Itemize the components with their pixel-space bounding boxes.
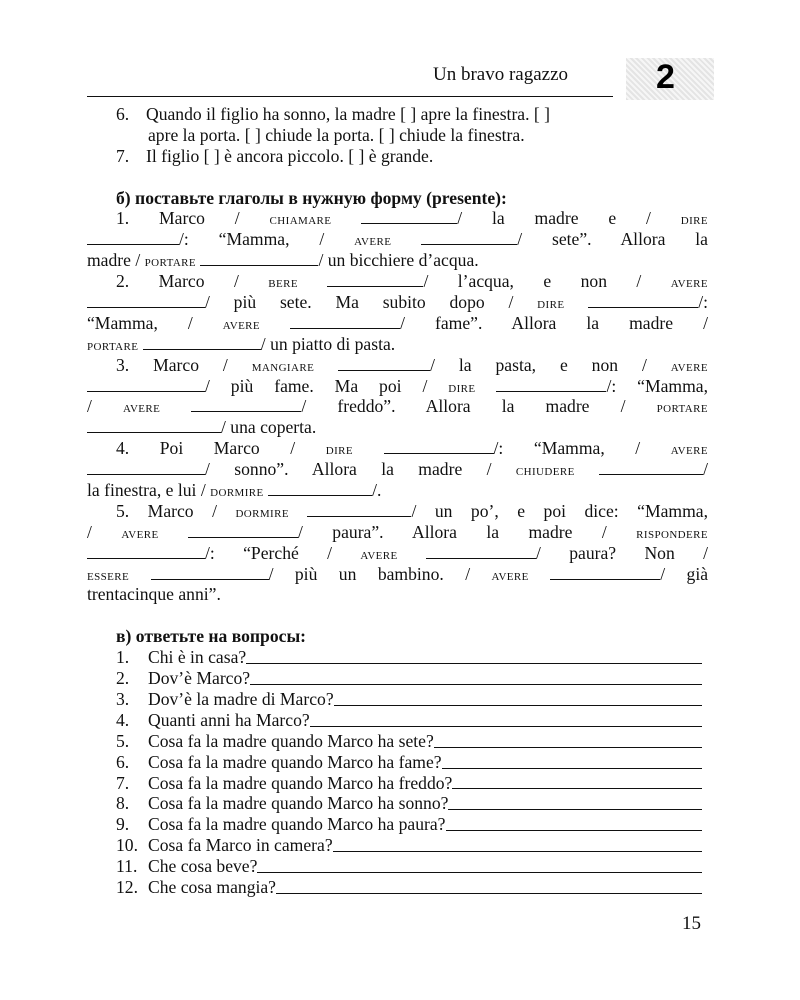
answer-blank: [421, 230, 517, 245]
question-number: 6.: [116, 751, 130, 772]
answer-blank: [200, 251, 318, 266]
answer-blank: [188, 523, 298, 538]
answer-blank: [599, 460, 703, 475]
verb-prompt: avere: [670, 358, 708, 375]
answer-line: [446, 830, 703, 831]
text-line: 3. Marco / mangiare / la pasta, e non / avere: [116, 354, 708, 375]
question-text: Quanti anni ha Marco?: [148, 709, 310, 730]
question-number: 12.: [116, 876, 138, 897]
answer-line: [334, 705, 702, 706]
text-line: / più sete. Ma subito dopo / dire /:: [87, 292, 708, 313]
question-item: [87, 689, 708, 710]
question-text: Che cosa mangia?: [148, 876, 276, 897]
question-text: Dov’è la madre di Marco?: [148, 688, 334, 709]
verb-prompt: bere: [268, 275, 299, 292]
question-item: [87, 814, 708, 835]
answer-line: [442, 768, 702, 769]
item-text: Quando il figlio ha sonno, la madre [ ] apre la finestra. [ ]: [146, 104, 551, 124]
answer-line: [257, 872, 702, 873]
verb-prompt: avere: [670, 442, 708, 459]
answer-line: [333, 851, 702, 852]
answer-blank: [151, 565, 269, 580]
page-number: 15: [682, 913, 701, 934]
answer-blank: [338, 356, 430, 371]
question-number: 5.: [116, 730, 130, 751]
verb-prompt: avere: [360, 546, 398, 563]
answer-blank: [496, 377, 606, 392]
section-c-heading: в) ответьте на вопросы:: [116, 626, 307, 647]
answer-blank: [290, 314, 400, 329]
answer-line: [434, 747, 702, 748]
question-item: [87, 877, 708, 898]
answer-blank: [268, 481, 372, 496]
item-number: 6.: [116, 104, 130, 124]
answer-blank: [87, 544, 205, 559]
running-header-title: Un bravo ragazzo: [433, 64, 569, 85]
text-line: portare / un piatto di pasta.: [87, 333, 396, 354]
spacer: [87, 167, 708, 188]
question-item: [87, 752, 708, 773]
question-number: 10.: [116, 835, 138, 856]
question-number: 9.: [116, 814, 130, 835]
text-line: 1. Marco / chiamare / la madre e / dire: [116, 208, 708, 229]
text-line: trentacinque anni”.: [87, 584, 221, 605]
question-text: Cosa fa Marco in camera?: [148, 835, 333, 856]
answer-blank: [191, 397, 301, 412]
chapter-number: 2: [656, 58, 675, 96]
item-number: 7.: [116, 145, 130, 166]
question-text: Che cosa beve?: [148, 856, 258, 877]
question-number: 3.: [116, 688, 130, 709]
header-rule: [87, 96, 613, 97]
question-number: 8.: [116, 793, 130, 814]
answer-blank: [87, 293, 205, 308]
question-text: Chi è in casa?: [148, 647, 247, 668]
text-line: /: “Mamma, / avere / sete”. Allora la: [87, 229, 708, 250]
verb-prompt: essere: [87, 567, 130, 584]
question-item: [87, 793, 708, 814]
answer-line: [246, 663, 702, 664]
question-text: Cosa fa la madre quando Marco ha sonno?: [148, 793, 449, 814]
verb-prompt: avere: [123, 400, 161, 417]
exercise-item-7: [87, 146, 708, 167]
section-b-heading: б) поставьте глаголы в нужную форму (presente):: [116, 187, 507, 208]
question-item: [87, 731, 708, 752]
item-text: apre la porta. [ ] chiude la porta. [ ] chiude la finestra.: [148, 124, 525, 145]
text-line: / una coperta.: [87, 417, 708, 438]
verb-prompt: rispondere: [636, 525, 708, 542]
answer-blank: [384, 439, 494, 454]
verb-prompt: avere: [491, 567, 529, 584]
spacer: [87, 605, 708, 626]
answer-blank: [87, 418, 221, 433]
answer-line: [452, 788, 702, 789]
text-line: /: “Perché / avere / paura? Non /: [87, 543, 708, 564]
question-item: [87, 835, 708, 856]
exercise-item-6-cont: [87, 125, 708, 146]
item-text: Il figlio [ ] è ancora piccolo. [ ] è grande.: [146, 145, 434, 166]
answer-line: [250, 684, 702, 685]
question-text: Dov’è Marco?: [148, 668, 251, 689]
question-text: Cosa fa la madre quando Marco ha fame?: [148, 751, 442, 772]
text-line: la finestra, e lui / dormire /.: [87, 480, 382, 501]
text-line: / avere / freddo”. Allora la madre / portare: [87, 396, 708, 417]
question-number: 7.: [116, 772, 130, 793]
verb-prompt: mangiare: [251, 358, 315, 375]
answer-blank: [361, 209, 457, 224]
verb-prompt: avere: [354, 233, 392, 250]
verb-prompt: avere: [222, 316, 261, 333]
text-line: 4. Poi Marco / dire /: “Mamma, / avere: [116, 438, 708, 459]
verb-prompt: portare: [656, 400, 708, 417]
question-item: [87, 856, 708, 877]
question-item: [87, 710, 708, 731]
text-line: madre / portare / un bicchiere d’acqua.: [87, 250, 479, 271]
question-number: 11.: [116, 856, 138, 877]
answer-blank: [87, 377, 205, 392]
question-number: 1.: [116, 647, 130, 668]
verb-prompt: dire: [537, 296, 565, 313]
question-list: [87, 647, 708, 898]
answer-line: [448, 809, 702, 810]
question-item: [87, 668, 708, 689]
verb-prompt: portare: [87, 337, 139, 354]
verb-prompt: dormire: [210, 484, 264, 501]
exercise-item-6: [87, 104, 708, 125]
text-line: / avere / paura”. Allora la madre / rispondere: [87, 521, 708, 542]
answer-blank: [426, 544, 536, 559]
text-line: 2. Marco / bere / l’acqua, e non / avere: [116, 271, 708, 292]
verb-prompt: dormire: [235, 504, 289, 521]
question-text: Cosa fa la madre quando Marco ha paura?: [148, 814, 446, 835]
question-number: 4.: [116, 709, 130, 730]
question-item: [87, 773, 708, 794]
question-text: Cosa fa la madre quando Marco ha sete?: [148, 730, 434, 751]
verb-prompt: dire: [325, 442, 353, 459]
answer-line: [276, 893, 702, 894]
text-line: 5. Marco / dormire / un po’, e poi dice: “Mamma,: [116, 500, 708, 521]
verb-prompt: dire: [680, 212, 708, 229]
answer-blank: [550, 565, 660, 580]
text-line: essere / più un bambino. / avere / già: [87, 563, 708, 584]
verb-prompt: portare: [144, 254, 197, 271]
answer-blank: [327, 272, 423, 287]
verb-prompt: avere: [670, 275, 708, 292]
verb-prompt: chiamare: [269, 212, 332, 229]
verb-prompt: dire: [448, 379, 476, 396]
answer-blank: [588, 293, 698, 308]
text-line: / sonno”. Allora la madre / chiudere /: [87, 459, 708, 480]
verb-prompt: chiudere: [515, 463, 575, 480]
text-line: / più fame. Ma poi / dire /: “Mamma,: [87, 376, 708, 397]
question-text: Cosa fa la madre quando Marco ha freddo?: [148, 772, 453, 793]
answer-blank: [143, 335, 261, 350]
answer-blank: [87, 230, 179, 245]
page-content: [87, 104, 708, 898]
verb-prompt: avere: [121, 525, 159, 542]
question-number: 2.: [116, 668, 130, 689]
question-item: [87, 647, 708, 668]
answer-line: [310, 726, 702, 727]
answer-blank: [307, 502, 411, 517]
text-line: “Mamma, / avere / fame”. Allora la madre /: [87, 312, 708, 333]
answer-blank: [87, 460, 205, 475]
